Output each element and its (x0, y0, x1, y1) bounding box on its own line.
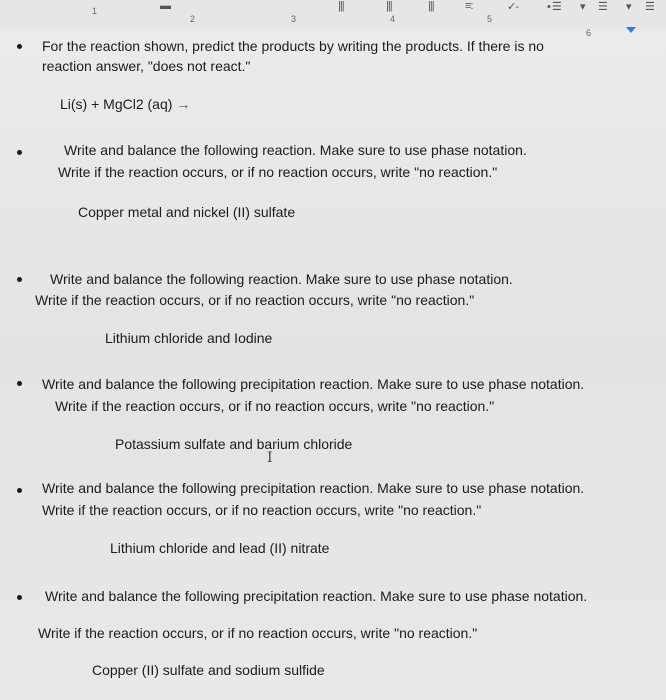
ruler-number: 4 (390, 14, 396, 24)
bullet-list-icon[interactable]: • ☰ (547, 1, 561, 13)
bullet (17, 381, 22, 386)
reactant-text: Copper metal and nickel (II) sulfate (78, 204, 296, 220)
ruler-number: 3 (291, 14, 297, 24)
question-text: Write if the reaction occurs, or if no reaction occurs, write "no reaction." (42, 502, 482, 518)
question-text: For the reaction shown, predict the products by writing the products. If there is no (42, 38, 544, 54)
align-left-icon[interactable]: ▬ (160, 0, 170, 12)
bullet (17, 277, 22, 282)
reactant-text (60, 96, 190, 112)
bullet (17, 595, 22, 600)
reaction-arrow: → (176, 96, 191, 112)
chevron-down-icon[interactable]: ▾ (626, 1, 631, 13)
bullet (17, 44, 22, 49)
chevron-down-icon[interactable]: ▾ (580, 1, 585, 13)
question-text: Write and balance the following reaction. Make sure to use phase notation. (64, 142, 527, 158)
indent-icon[interactable]: ☰ (645, 1, 654, 13)
question-text: Write and balance the following precipitation reaction. Make sure to use phase notation. (42, 480, 585, 496)
ruler (0, 0, 666, 38)
line-spacing-icon[interactable]: ||| (338, 0, 344, 12)
justify-icon[interactable]: ≡: (465, 0, 473, 12)
question-text: reaction answer, "does not react." (42, 58, 251, 74)
reactant-text: Lithium chloride and Iodine (105, 330, 273, 346)
ruler-number: 2 (190, 14, 196, 24)
question-text: Write and balance the following precipitation reaction. Make sure to use phase notation. (45, 588, 588, 604)
reactant-formula: Li(s) + MgCl2 (aq) (60, 96, 173, 112)
question-text: Write and balance the following reaction. Make sure to use phase notation. (50, 271, 513, 287)
reactant-text: Lithium chloride and lead (II) nitrate (110, 540, 330, 556)
indent-marker-icon[interactable] (626, 27, 636, 33)
reactant-text: Copper (II) sulfate and sodium sulfide (92, 662, 325, 678)
question-text: Write if the reaction occurs, or if no reaction occurs, write "no reaction." (38, 625, 478, 641)
align-center-icon[interactable]: ||| (386, 0, 392, 12)
question-text: Write and balance the following precipitation reaction. Make sure to use phase notation. (42, 376, 585, 392)
numbered-list-icon[interactable]: ☰ (598, 1, 607, 13)
checklist-icon[interactable]: ✓- (507, 1, 518, 13)
align-right-icon[interactable]: ||| (428, 0, 434, 12)
question-text: Write if the reaction occurs, or if no reaction occurs, write "no reaction." (58, 164, 498, 180)
question-text: Write if the reaction occurs, or if no reaction occurs, write "no reaction." (35, 292, 475, 308)
bullet (17, 150, 22, 155)
question-text: Write if the reaction occurs, or if no reaction occurs, write "no reaction." (55, 398, 495, 414)
ruler-number: 6 (586, 28, 592, 38)
ruler-number: 5 (487, 14, 493, 24)
text-cursor-icon: I (267, 450, 273, 466)
bullet (17, 488, 22, 493)
reactant-text: Potassium sulfate and barium chloride (115, 436, 353, 452)
ruler-number: 1 (92, 6, 98, 16)
